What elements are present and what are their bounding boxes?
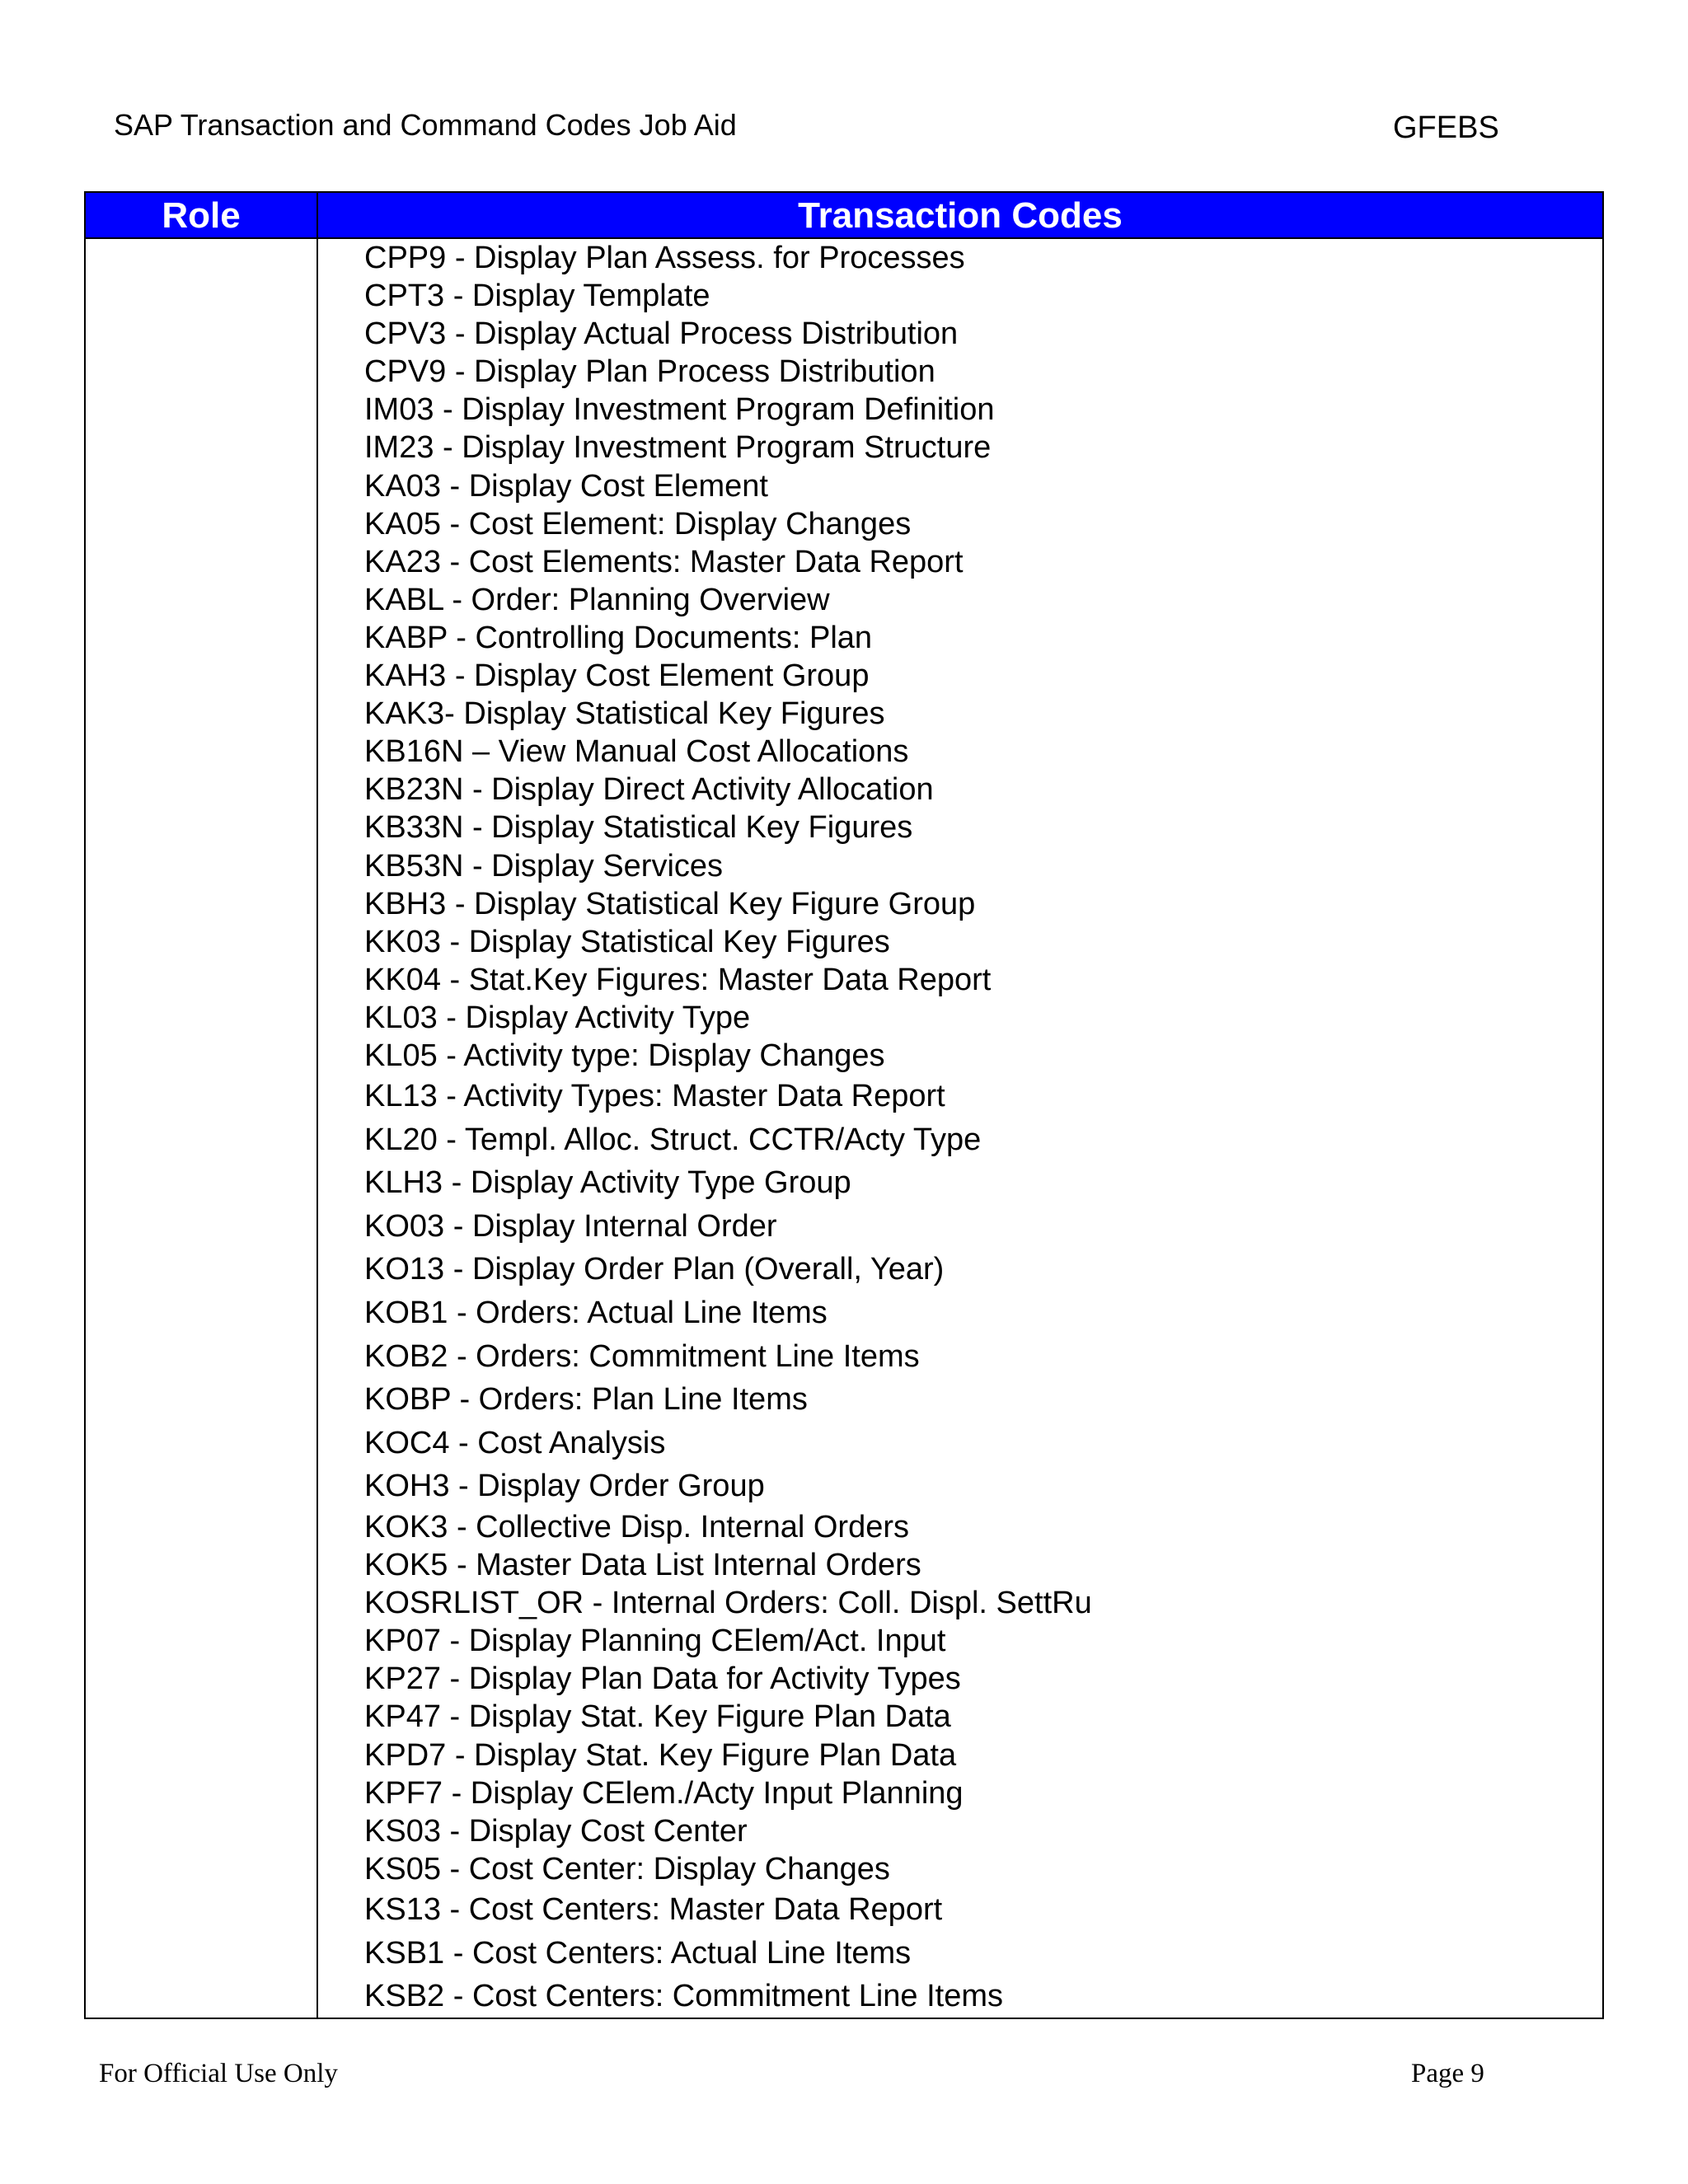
transaction-code-item: KLH3 - Display Activity Type Group	[364, 1165, 851, 1201]
transaction-code-item: KOK5 - Master Data List Internal Orders	[364, 1548, 921, 1583]
transaction-code-item: KOSRLIST_OR - Internal Orders: Coll. Displ. SettRu	[364, 1586, 1092, 1621]
system-name: GFEBS	[1393, 110, 1499, 145]
transaction-code-item: KB53N - Display Services	[364, 848, 724, 883]
codes-column-header: Transaction Codes	[798, 195, 1123, 236]
transaction-code-item: KL20 - Templ. Alloc. Struct. CCTR/Acty Type	[364, 1122, 982, 1157]
page-number: Page 9	[1411, 2059, 1484, 2088]
transaction-code-item: KP47 - Display Stat. Key Figure Plan Data	[364, 1699, 951, 1735]
transaction-code-item: KPD7 - Display Stat. Key Figure Plan Data	[364, 1737, 957, 1773]
transaction-code-item: KO13 - Display Order Plan (Overall, Year)	[364, 1252, 945, 1287]
document-title: SAP Transaction and Command Codes Job Aid	[114, 108, 737, 142]
transaction-code-item: KBH3 - Display Statistical Key Figure Group	[364, 886, 976, 921]
table-header-row	[86, 193, 1602, 239]
transaction-code-list	[364, 239, 1596, 2018]
transaction-codes-table	[84, 191, 1604, 2019]
role-column-header: Role	[162, 195, 241, 236]
column-divider	[316, 193, 318, 2018]
transaction-code-item: IM23 - Display Investment Program Structure	[364, 430, 992, 466]
transaction-code-item: KOK3 - Collective Disp. Internal Orders	[364, 1510, 910, 1544]
transaction-code-item: KK03 - Display Statistical Key Figures	[364, 924, 890, 959]
transaction-code-item: IM03 - Display Investment Program Definition	[364, 392, 995, 428]
transaction-code-item: KOH3 - Display Order Group	[364, 1469, 765, 1504]
transaction-code-item: KP07 - Display Planning CElem/Act. Input	[364, 1624, 946, 1659]
transaction-code-item: KS05 - Cost Center: Display Changes	[364, 1851, 890, 1886]
transaction-code-item: KOB1 - Orders: Actual Line Items	[364, 1296, 828, 1331]
transaction-code-item: KB33N - Display Statistical Key Figures	[364, 810, 913, 846]
transaction-code-item: KOC4 - Cost Analysis	[364, 1425, 666, 1460]
transaction-code-item: KB16N – View Manual Cost Allocations	[364, 734, 909, 770]
transaction-code-item: KS03 - Display Cost Center	[364, 1813, 748, 1849]
transaction-code-item: KO03 - Display Internal Order	[364, 1208, 777, 1244]
transaction-code-item: KK04 - Stat.Key Figures: Master Data Report	[364, 962, 992, 997]
transaction-code-item: KL03 - Display Activity Type	[364, 1000, 751, 1035]
transaction-code-item: KA03 - Display Cost Element	[364, 468, 768, 504]
transaction-code-item: KPF7 - Display CElem./Acty Input Planning	[364, 1775, 964, 1811]
transaction-code-item: KS13 - Cost Centers: Master Data Report	[364, 1891, 943, 1927]
transaction-code-item: CPT3 - Display Template	[364, 279, 710, 314]
transaction-code-item: KB23N - Display Direct Activity Allocation	[364, 772, 934, 808]
transaction-code-item: KAK3- Display Statistical Key Figures	[364, 696, 885, 732]
transaction-code-item: KOBP - Orders: Plan Line Items	[364, 1382, 808, 1418]
transaction-code-item: KP27 - Display Plan Data for Activity Types	[364, 1661, 961, 1697]
transaction-code-item: KL05 - Activity type: Display Changes	[364, 1038, 885, 1073]
transaction-code-item: KSB2 - Cost Centers: Commitment Line Items	[364, 1979, 1004, 2014]
transaction-code-item: KABP - Controlling Documents: Plan	[364, 620, 873, 655]
transaction-code-item: KABL - Order: Planning Overview	[364, 582, 830, 617]
transaction-code-item: KSB1 - Cost Centers: Actual Line Items	[364, 1935, 912, 1971]
transaction-code-item: KL13 - Activity Types: Master Data Report	[364, 1079, 945, 1114]
transaction-code-item: CPV3 - Display Actual Process Distribution	[364, 316, 959, 352]
transaction-code-item: CPV9 - Display Plan Process Distribution	[364, 354, 935, 390]
transaction-code-item: KAH3 - Display Cost Element Group	[364, 658, 870, 694]
footer-classification: For Official Use Only	[99, 2059, 338, 2088]
transaction-code-item: KA23 - Cost Elements: Master Data Report	[364, 544, 964, 579]
role-cell	[86, 239, 316, 2018]
transaction-code-item: KA05 - Cost Element: Display Changes	[364, 506, 912, 541]
transaction-code-item: KOB2 - Orders: Commitment Line Items	[364, 1338, 920, 1374]
transaction-code-item: CPP9 - Display Plan Assess. for Processes	[364, 241, 965, 275]
